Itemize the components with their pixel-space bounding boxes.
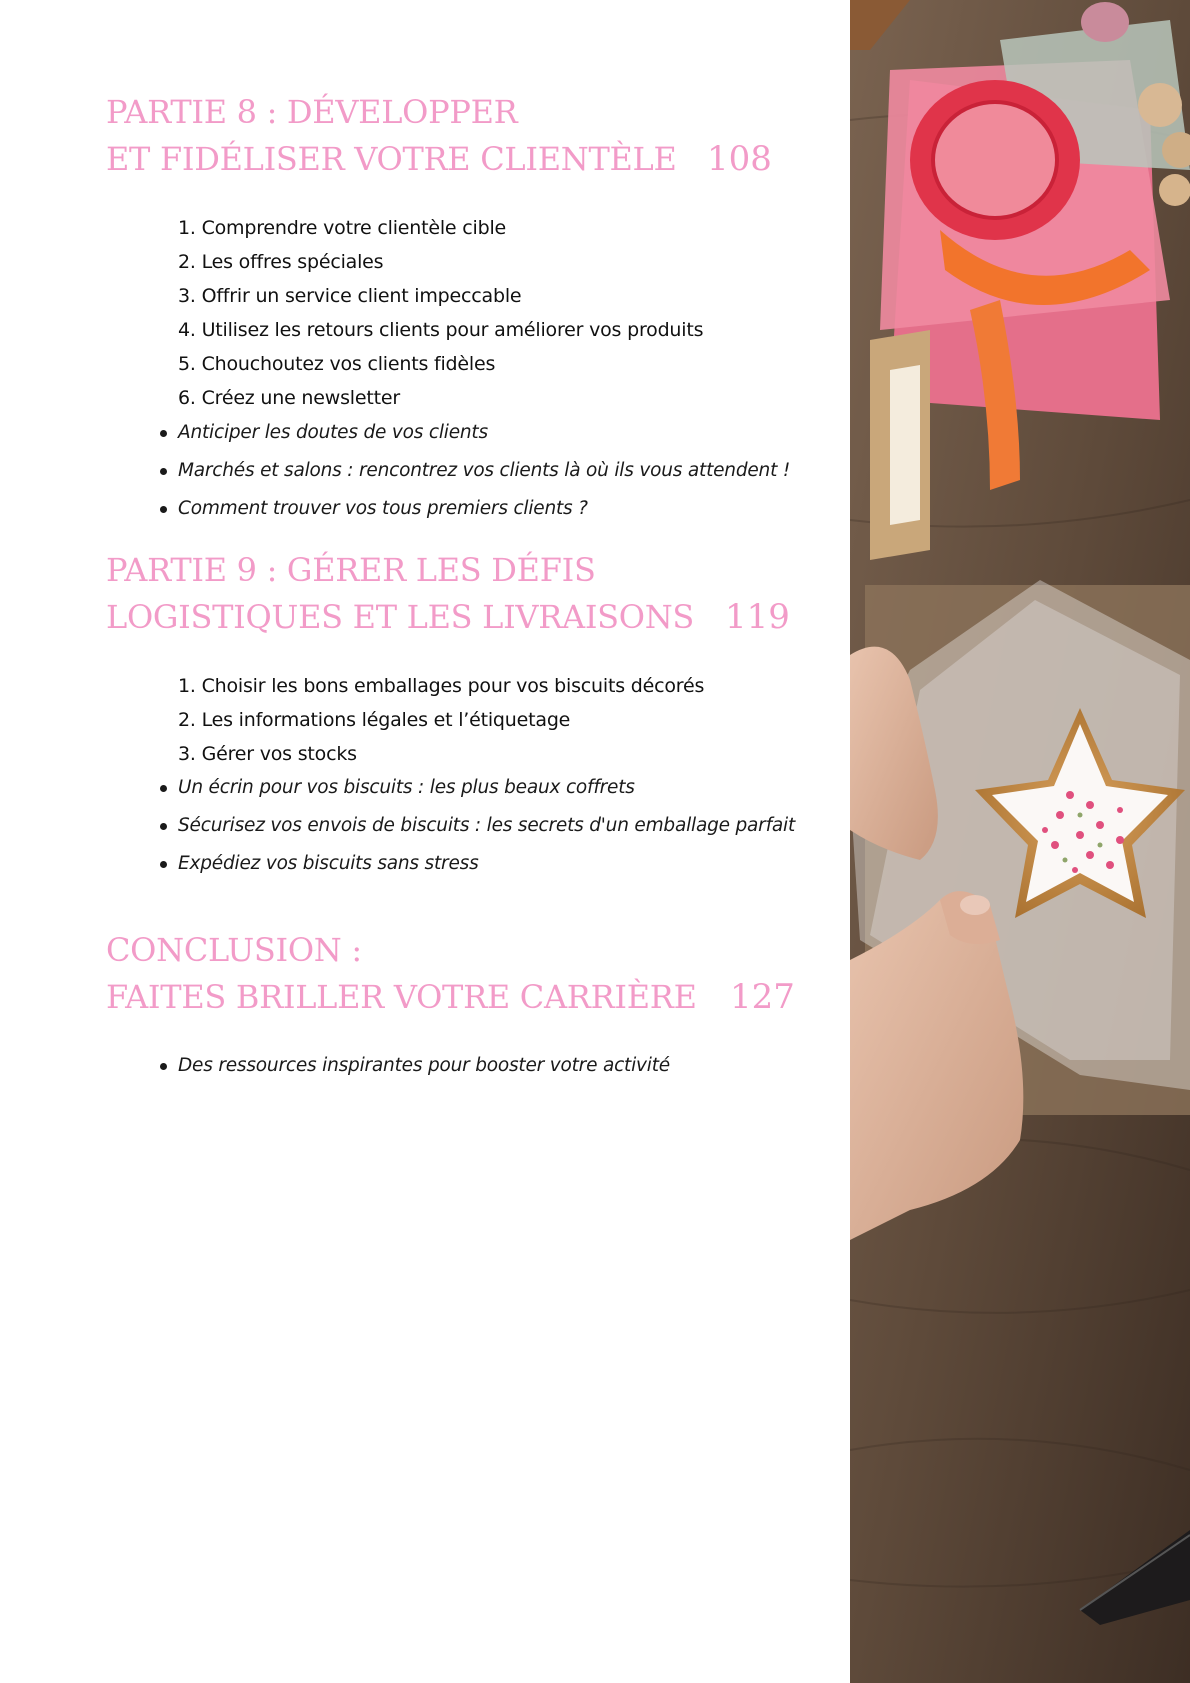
section-heading — [106, 89, 677, 183]
chapter-item: 6. Créez une newsletter — [178, 387, 400, 409]
bullet-dot-icon — [160, 506, 167, 513]
section-heading — [106, 927, 697, 1021]
bonus-item: Anticiper les doutes de vos clients — [160, 414, 790, 452]
bonus-item: Comment trouver vos tous premiers clients ? — [160, 490, 790, 528]
bonus-item: Sécurisez vos envois de biscuits : les secrets d'un emballage parfait — [160, 807, 795, 845]
chapter-list — [178, 669, 704, 771]
section-heading-line: PARTIE 9 : GÉRER LES DÉFIS — [106, 551, 596, 589]
bonus-item: Expédiez vos biscuits sans stress — [160, 845, 795, 883]
bonus-list — [160, 1047, 670, 1085]
chapter-item: 3. Gérer vos stocks — [178, 743, 357, 765]
bonus-list — [160, 414, 790, 528]
chapter-item: 3. Offrir un service client impeccable — [178, 285, 522, 307]
chapter-item: 1. Choisir les bons emballages pour vos biscuits décorés — [178, 675, 705, 697]
section-heading-line: PARTIE 8 : DÉVELOPPER — [106, 93, 518, 131]
section-page-number: 127 — [730, 977, 795, 1017]
chapter-list — [178, 211, 703, 415]
bullet-dot-icon — [160, 430, 167, 437]
section-heading — [106, 547, 694, 641]
section-heading-line: LOGISTIQUES ET LES LIVRAISONS — [106, 598, 695, 636]
bullet-dot-icon — [160, 861, 167, 868]
bullet-dot-icon — [160, 823, 167, 830]
bonus-item: Marchés et salons : rencontrez vos clients là où ils vous attendent ! — [160, 452, 790, 490]
bullet-dot-icon — [160, 1063, 167, 1070]
bonus-item: Des ressources inspirantes pour booster votre activité — [160, 1047, 670, 1085]
chapter-item: 2. Les offres spéciales — [178, 251, 384, 273]
section-heading-line: FAITES BRILLER VOTRE CARRIÈRE — [106, 978, 697, 1016]
chapter-item: 5. Chouchoutez vos clients fidèles — [178, 353, 496, 375]
cookie-packaging-photo — [850, 0, 1190, 1683]
bullet-dot-icon — [160, 468, 167, 475]
section-page-number: 108 — [707, 139, 772, 179]
section-heading-line: CONCLUSION : — [106, 931, 362, 969]
bullet-dot-icon — [160, 785, 167, 792]
section-page-number: 119 — [725, 597, 790, 637]
chapter-item: 2. Les informations légales et l’étiquetage — [178, 709, 571, 731]
chapter-item: 1. Comprendre votre clientèle cible — [178, 217, 507, 239]
chapter-item: 4. Utilisez les retours clients pour améliorer vos produits — [178, 319, 704, 341]
bonus-item: Un écrin pour vos biscuits : les plus beaux coffrets — [160, 769, 795, 807]
section-heading-line: ET FIDÉLISER VOTRE CLIENTÈLE — [106, 140, 677, 178]
bonus-list — [160, 769, 795, 883]
photo-illustration — [850, 0, 1190, 1683]
